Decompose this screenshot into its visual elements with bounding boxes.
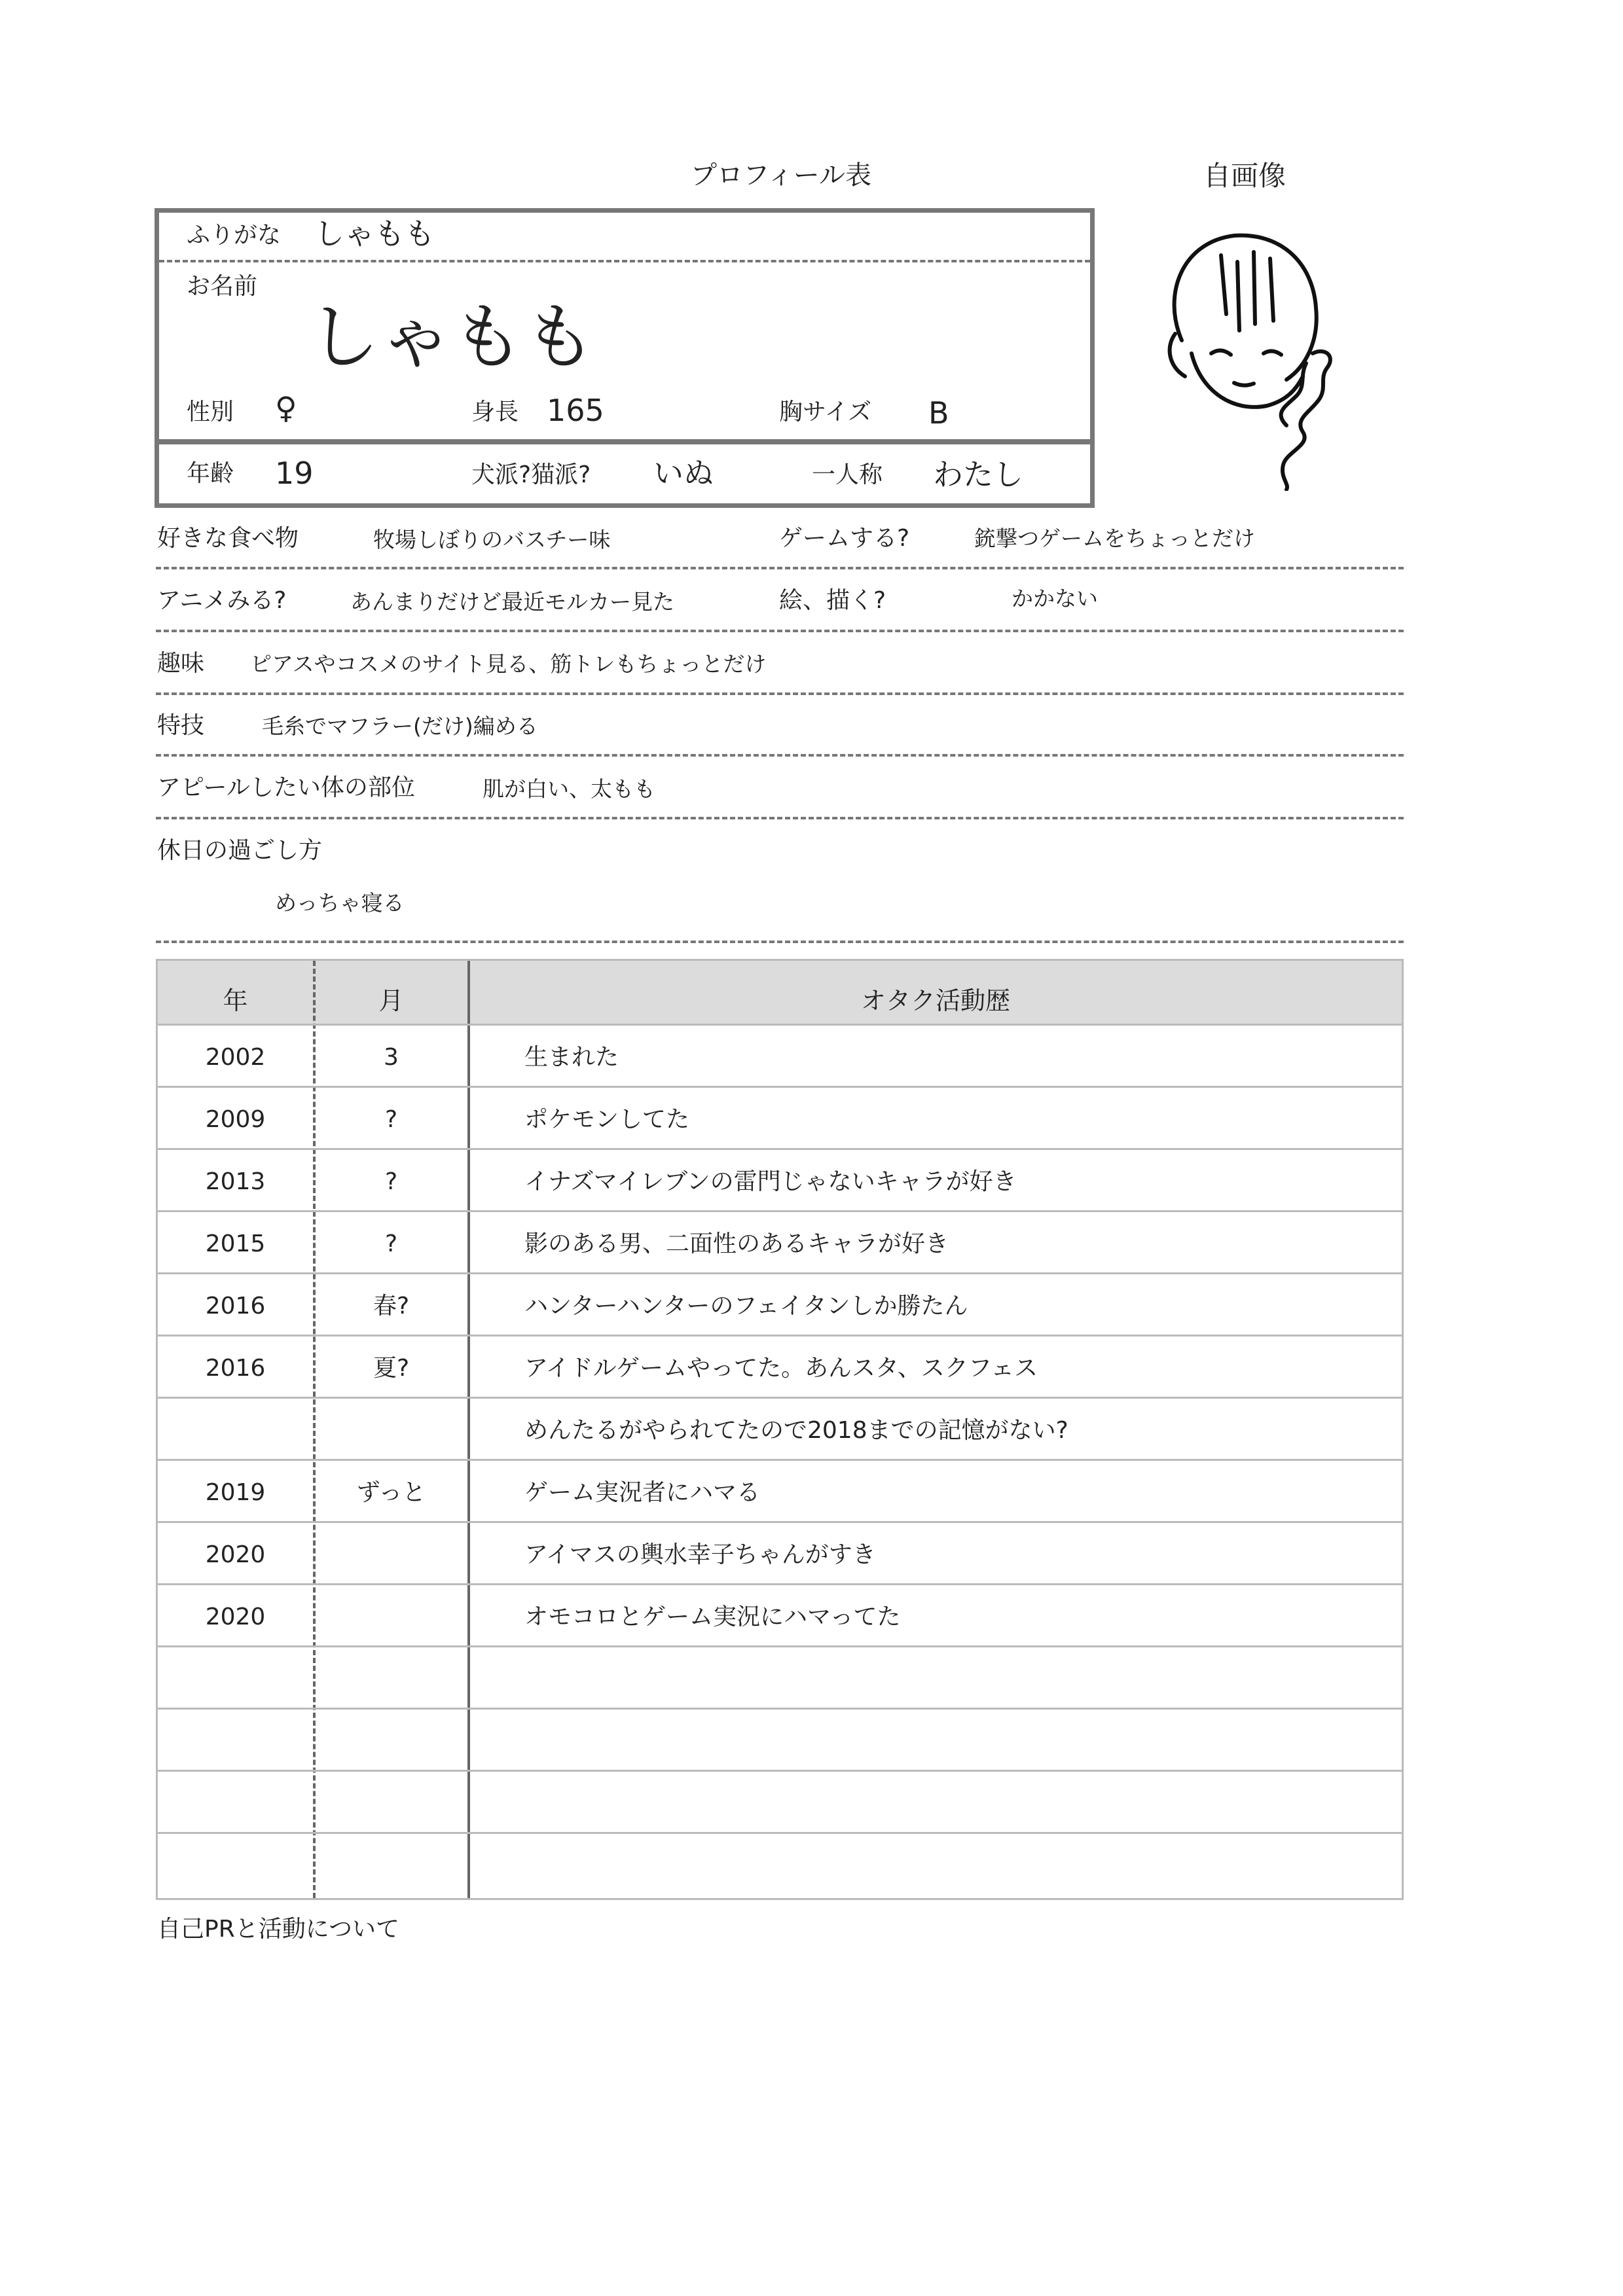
- table-row: [158, 1770, 1402, 1832]
- cell-month: 夏?: [373, 1355, 410, 1382]
- table-row: [158, 1708, 1402, 1770]
- header-month: 月: [378, 986, 404, 1015]
- cell-activity: ハンターハンターのフェイタンしか勝たん: [524, 1293, 968, 1319]
- cell-year: 2015: [205, 1230, 266, 1257]
- name-label: お名前: [187, 273, 258, 300]
- draw-value: かかない: [1012, 586, 1098, 611]
- draw-label: 絵、描く?: [779, 587, 886, 614]
- cell-month: 3: [384, 1044, 399, 1071]
- cell-activity: 影のある男、二面性のあるキャラが好き: [524, 1230, 949, 1257]
- game-label: ゲームする?: [779, 525, 910, 552]
- cell-year: 2009: [205, 1106, 266, 1133]
- table-row: [158, 1272, 1402, 1335]
- divider: [159, 260, 1090, 262]
- chest-label: 胸サイズ: [779, 399, 872, 425]
- table-row: [158, 1148, 1402, 1210]
- table-row: [158, 1521, 1402, 1583]
- hobby-value: ピアスやコスメのサイト見る、筋トレもちょっとだけ: [250, 651, 767, 677]
- name-value: しゃもも: [308, 295, 596, 379]
- cell-month: ずっと: [356, 1479, 426, 1506]
- cell-month: ?: [384, 1106, 398, 1133]
- divider: [156, 692, 1404, 695]
- portrait-label: 自画像: [1203, 160, 1286, 192]
- gender-label: 性別: [187, 399, 234, 425]
- holiday-value: めっちゃ寝る: [275, 890, 405, 916]
- cell-activity: ゲーム実況者にハマる: [524, 1479, 761, 1506]
- header-year: 年: [223, 986, 248, 1015]
- appeal-label: アピールしたい体の部位: [157, 774, 415, 801]
- hobby-label: 趣味: [157, 650, 205, 677]
- skill-value: 毛糸でマフラー(だけ)編める: [262, 713, 538, 739]
- divider: [156, 630, 1404, 632]
- cell-year: 2016: [205, 1355, 266, 1382]
- appeal-value: 肌が白い、太もも: [483, 776, 655, 802]
- dogcat-value: いぬ: [653, 456, 714, 491]
- furigana-value: しゃもも: [314, 216, 435, 251]
- cell-year: 2020: [205, 1604, 266, 1630]
- chest-value: B: [928, 395, 949, 431]
- table-row: [158, 1210, 1402, 1272]
- cell-month: ?: [384, 1168, 398, 1195]
- height-value: 165: [547, 393, 604, 428]
- cell-activity: めんたるがやられてたので2018までの記憶がない?: [524, 1417, 1068, 1444]
- divider: [156, 817, 1404, 819]
- table-row: [158, 1832, 1402, 1894]
- table-row: [158, 1086, 1402, 1148]
- cell-activity: 生まれた: [524, 1044, 619, 1071]
- dogcat-label: 犬派?猫派?: [471, 461, 591, 488]
- cell-month: ?: [384, 1230, 398, 1257]
- cell-year: 2013: [205, 1168, 266, 1195]
- table-row: [158, 1335, 1402, 1397]
- table-row: [158, 1459, 1402, 1521]
- furigana-label: ふりがな: [187, 222, 282, 249]
- cell-year: 2020: [205, 1541, 266, 1568]
- skill-label: 特技: [157, 712, 205, 739]
- cell-activity: アイマスの輿水幸子ちゃんがすき: [524, 1541, 876, 1568]
- table-row: [158, 1397, 1402, 1459]
- food-label: 好きな食べ物: [157, 525, 299, 552]
- cell-activity: イナズマイレブンの雷門じゃないキャラが好き: [524, 1168, 1017, 1195]
- anime-label: アニメみる?: [157, 587, 287, 614]
- cell-activity: ポケモンしてた: [524, 1106, 690, 1133]
- anime-value: あんまりだけど最近モルカー見た: [350, 589, 674, 615]
- table-row: [158, 1645, 1402, 1708]
- self-pr-label: 自己PRと活動について: [157, 1916, 400, 1943]
- divider: [156, 941, 1404, 943]
- history-table: [156, 959, 1404, 1900]
- pronoun-label: 一人称: [812, 461, 883, 488]
- food-value: 牧場しぼりのバスチー味: [373, 527, 611, 552]
- gender-value: ♀: [275, 390, 297, 425]
- pronoun-value: わたし: [933, 457, 1023, 492]
- header-activity: オタク活動歴: [860, 986, 1010, 1015]
- holiday-label: 休日の過ごし方: [157, 837, 323, 864]
- cell-year: 2019: [205, 1479, 266, 1506]
- page-title: プロフィール表: [691, 160, 871, 190]
- divider: [156, 754, 1404, 757]
- cell-year: 2016: [205, 1293, 266, 1319]
- age-value: 19: [275, 456, 314, 491]
- self-portrait-drawing: [1156, 216, 1352, 491]
- cell-activity: アイドルゲームやってた。あんスタ、スクフェス: [524, 1355, 1038, 1382]
- game-value: 銃撃つゲームをちょっとだけ: [974, 526, 1255, 551]
- divider: [156, 567, 1404, 569]
- height-label: 身長: [471, 399, 519, 425]
- table-row: [158, 1024, 1402, 1086]
- cell-month: 春?: [373, 1293, 410, 1319]
- age-label: 年齢: [187, 460, 234, 487]
- table-row: [158, 1583, 1402, 1645]
- cell-activity: オモコロとゲーム実況にハマってた: [524, 1604, 901, 1630]
- cell-year: 2002: [205, 1044, 266, 1071]
